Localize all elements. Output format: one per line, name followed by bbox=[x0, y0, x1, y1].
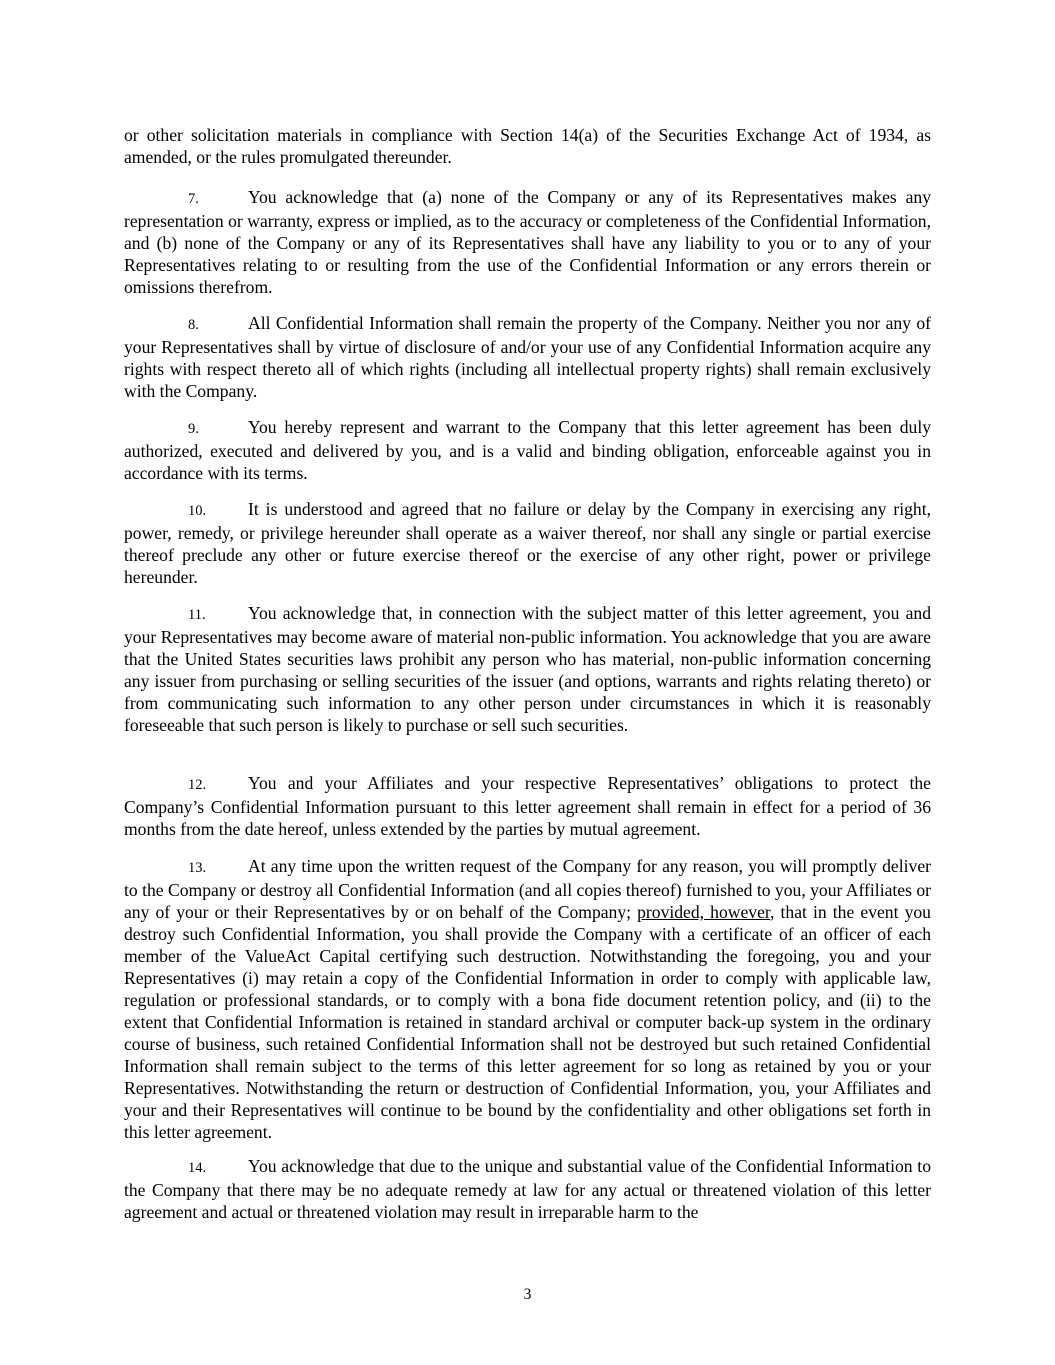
section-11 bbox=[124, 602, 931, 736]
section-text: You and your Affiliates and your respective Representatives’ obligations to protect the Company’s Confidential Information pursuant to this letter agreement shall remain in effect for a period of 36 months from the date hereof, unless extended by the parties by mutual agreement. bbox=[124, 773, 931, 839]
section-10 bbox=[124, 498, 931, 588]
section-number: 11. bbox=[188, 607, 206, 623]
section-text: You hereby represent and warrant to the Company that this letter agreement has been duly authorized, executed and delivered by you, and is a valid and binding obligation, enforceable against you in accordance with its terms. bbox=[124, 417, 931, 483]
section-text-before: At any time upon the written request of the Company for any reason, you will promptly deliver to the Company or destroy all Confidential Information (and all copies thereof) furnished to you, your Affiliates or any of your or their Representatives by or on behalf of the Company; bbox=[124, 856, 931, 922]
section-number: 12. bbox=[188, 777, 207, 793]
page-number: 3 bbox=[523, 1286, 532, 1303]
section-text: You acknowledge that (a) none of the Company or any of its Representatives makes any representation or warranty, express or implied, as to the accuracy or completeness of the Confidential Information, and (b) none of the Company or any of its Representatives shall have any liability to you or to any of your Representatives relating to or resulting from the use of the Confidential Information or any errors therein or omissions therefrom. bbox=[124, 187, 931, 297]
section-number: 10. bbox=[188, 503, 207, 519]
section-text: You acknowledge that, in connection with the subject matter of this letter agreement, you and your Representatives may become aware of material non-public information. You acknowledge that you are aware that the United States securities laws prohibit any person who has material, non-public information concerning any issuer from purchasing or selling securities of the issuer (and options, warrants and rights relating thereto) or from communicating such information to any other person under circumstances in which it is reasonably foreseeable that such person is likely to purchase or sell such securities. bbox=[124, 603, 931, 735]
section-text: It is understood and agreed that no failure or delay by the Company in exercising any right, power, remedy, or privilege hereunder shall operate as a waiver thereof, nor shall any single or partial exercise thereof preclude any other or future exercise thereof or the exercise of any other right, power or privilege hereunder. bbox=[124, 499, 931, 587]
section-number: 8. bbox=[188, 317, 199, 333]
section-8 bbox=[124, 312, 931, 402]
section-number: 14. bbox=[188, 1160, 207, 1176]
section-number: 9. bbox=[188, 421, 199, 437]
section-13 bbox=[124, 855, 931, 1143]
section-text: All Confidential Information shall remain the property of the Company. Neither you nor any of your Representatives shall by virtue of disclosure of and/or your use of any Confidential Information acquire any rights with respect thereto all of which rights (including all intellectual property rights) shall remain exclusively with the Company. bbox=[124, 313, 931, 401]
underlined-proviso: provided, however bbox=[637, 902, 771, 922]
section-14 bbox=[124, 1155, 931, 1223]
section-7 bbox=[124, 186, 931, 298]
section-text-after: , that in the event you destroy such Confidential Information, you shall provide the Company with a certificate of an officer of each member of the ValueAct Capital certifying such destruction. Notwithstanding the foregoing, you and your Representatives (i) may retain a copy of the Confidential Information in order to comply with applicable law, regulation or professional standards, or to comply with a bona fide document retention policy, and (ii) to the extent that Confidential Information is retained in standard archival or computer back-up system in the ordinary course of business, such retained Confidential Information shall not be destroyed but such retained Confidential Information shall remain subject to the terms of this letter agreement for so long as retained by you or your Representatives. Notwithstanding the return or destruction of Confidential Information, you, your Affiliates and your and their Representatives will continue to be bound by the confidentiality and other obligations set forth in this letter agreement. bbox=[124, 902, 931, 1142]
section-12 bbox=[124, 772, 931, 840]
intro-paragraph: or other solicitation materials in compliance with Section 14(a) of the Securities Exchange Act of 1934, as amended, or the rules promulgated thereunder. bbox=[124, 125, 931, 167]
section-text: You acknowledge that due to the unique and substantial value of the Confidential Information to the Company that there may be no adequate remedy at law for any actual or threatened violation of this letter agreement and actual or threatened violation may result in irreparable harm to the bbox=[124, 1156, 931, 1222]
section-9 bbox=[124, 416, 931, 484]
section-number: 7. bbox=[188, 191, 199, 207]
section-number: 13. bbox=[188, 860, 207, 876]
